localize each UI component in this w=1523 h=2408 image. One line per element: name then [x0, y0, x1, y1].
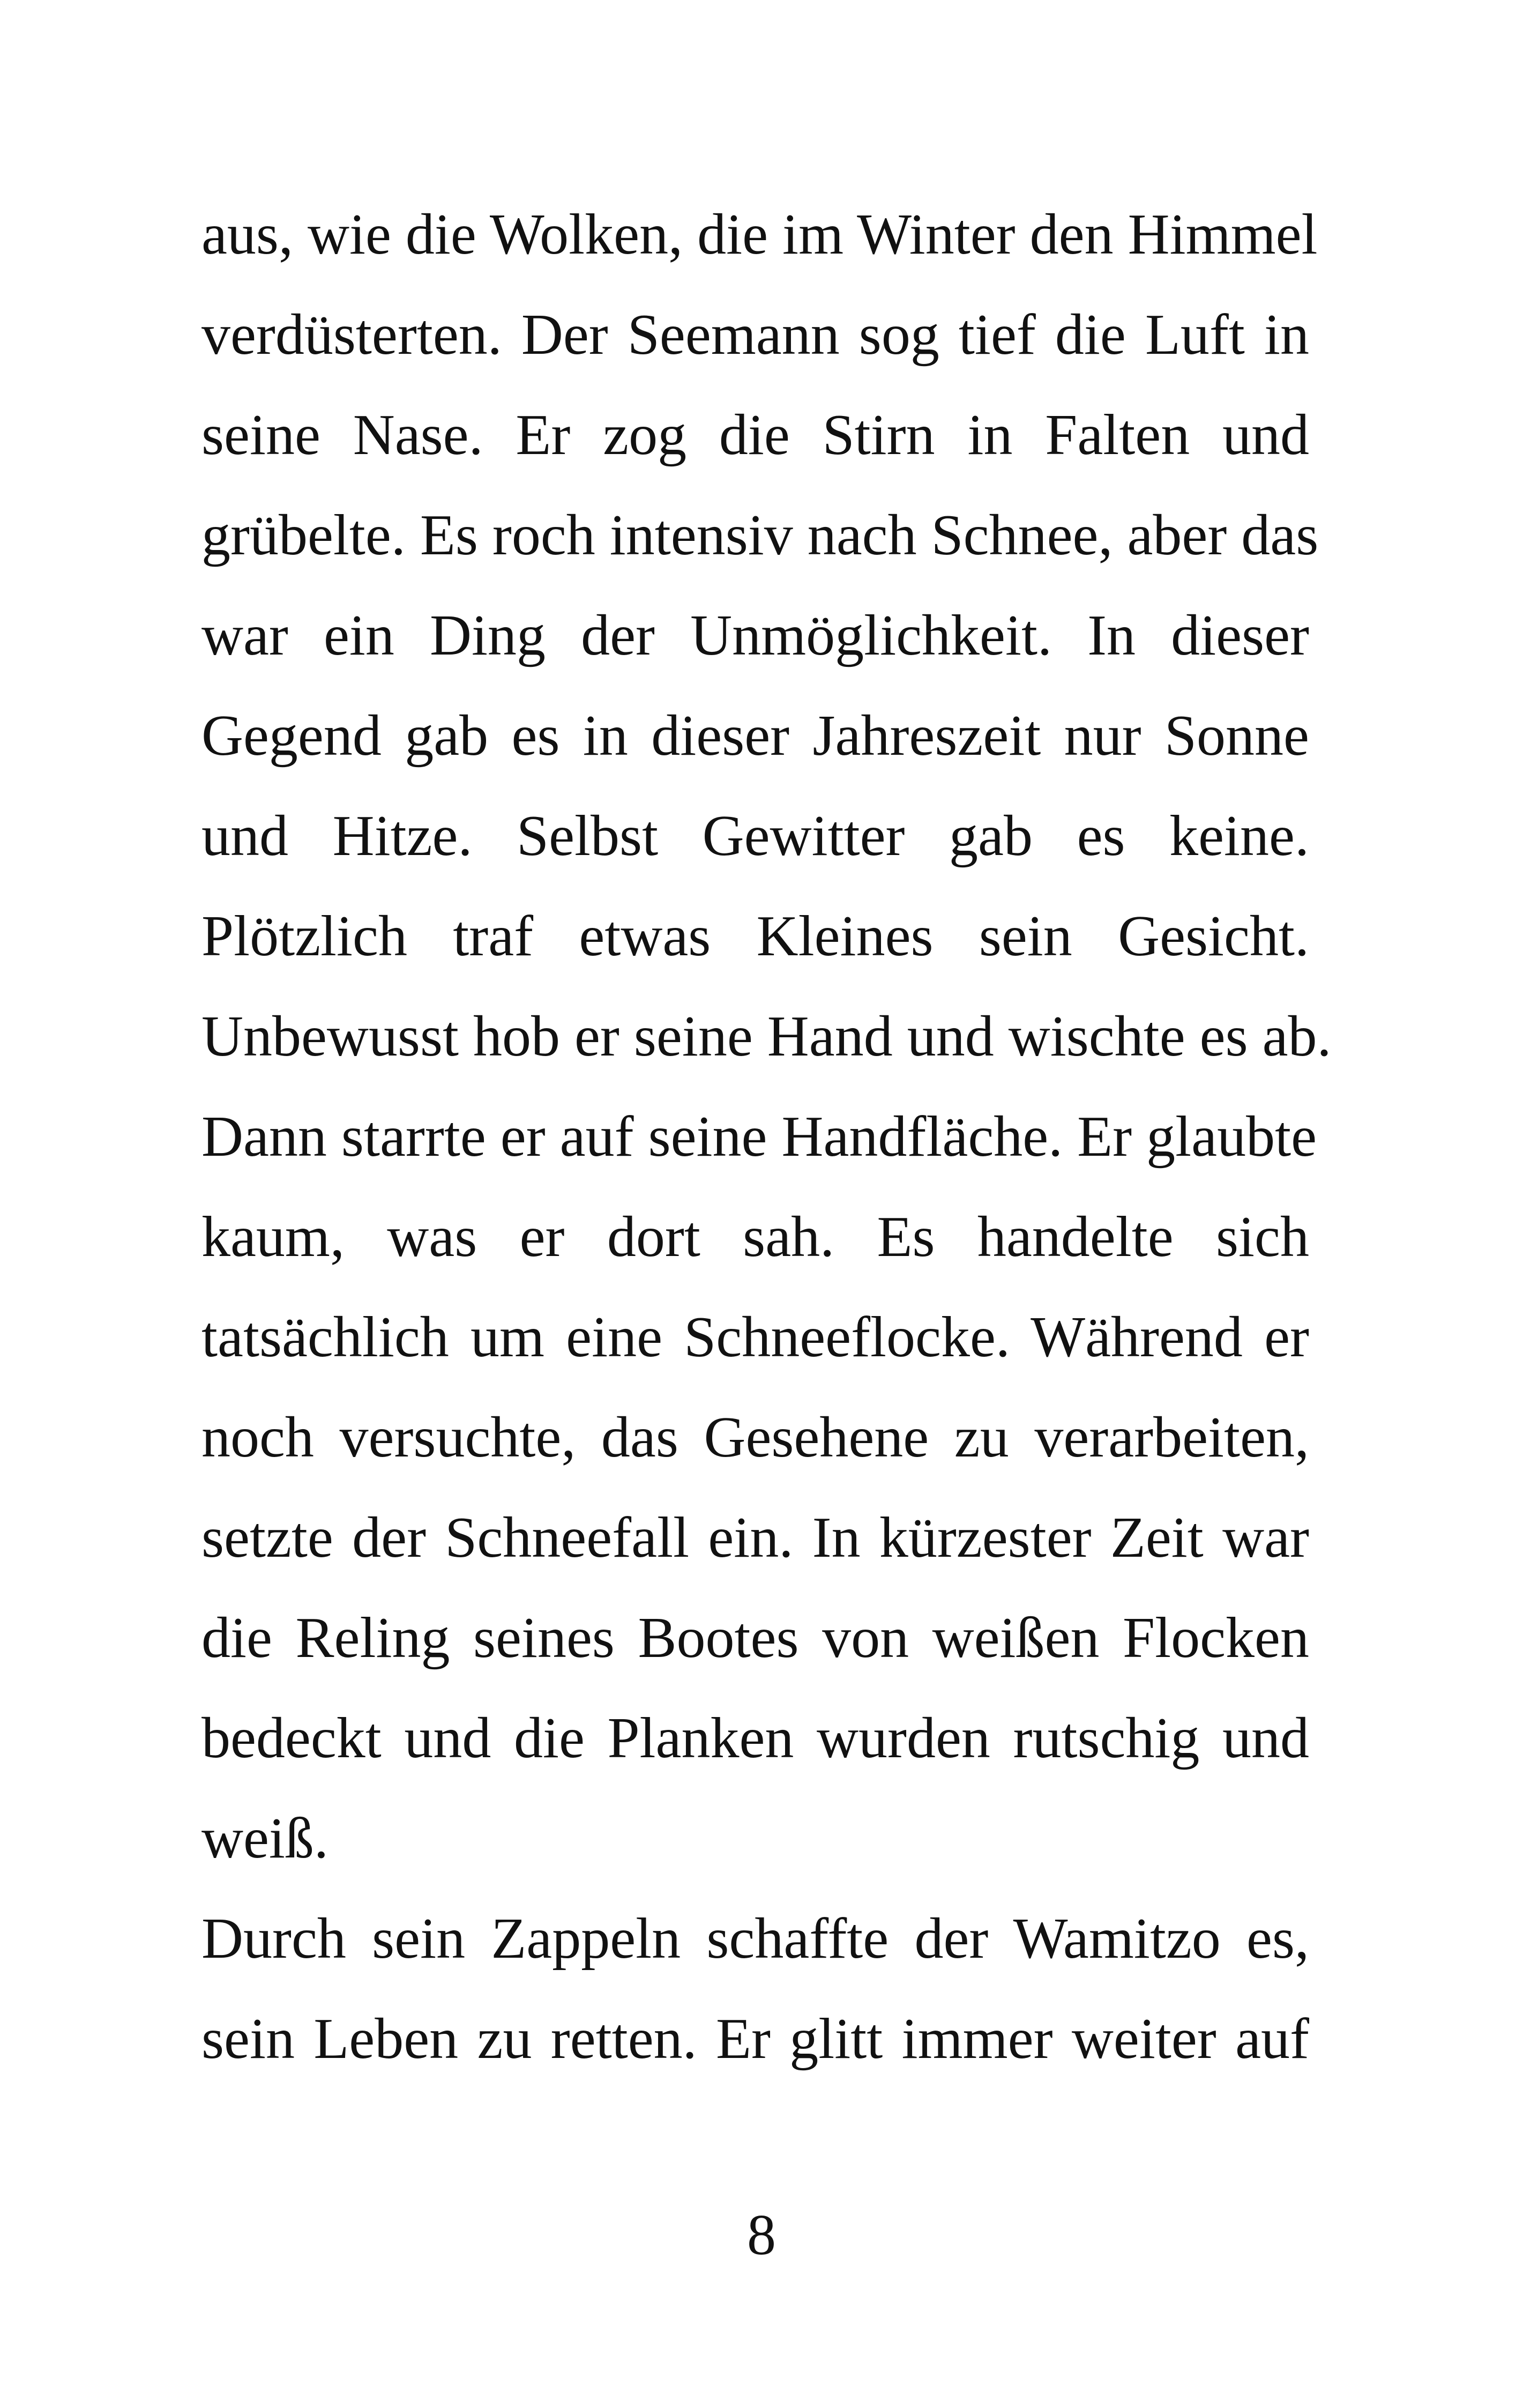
text-line: die Reling seines Bootes von weißen Flocken: [201, 1606, 1309, 1670]
text-line: verdüsterten. Der Seemann sog tief die Luft in: [201, 303, 1309, 367]
text-line: Durch sein Zappeln schaffte der Wamitzo es,: [201, 1907, 1309, 1971]
text-line: Unbewusst hob er seine Hand und wischte es ab.: [201, 1005, 1332, 1068]
text-line: tatsächlich um eine Schneeflocke. Während er: [201, 1305, 1309, 1369]
text-line: bedeckt und die Planken wurden rutschig und: [201, 1706, 1309, 1770]
text-line: grübelte. Es roch intensiv nach Schnee, aber das: [201, 503, 1319, 567]
paragraph-end-line: weiß.: [201, 1807, 329, 1870]
text-line: kaum, was er dort sah. Es handelte sich: [201, 1205, 1309, 1269]
text-line: Plötzlich traf etwas Kleines sein Gesicht.: [201, 904, 1309, 968]
text-line: aus, wie die Wolken, die im Winter den Himmel: [201, 203, 1318, 266]
text-line: war ein Ding der Unmöglichkeit. In dieser: [201, 604, 1309, 667]
text-line: noch versuchte, das Gesehene zu verarbeiten,: [201, 1406, 1309, 1469]
text-line: und Hitze. Selbst Gewitter gab es keine.: [201, 804, 1309, 868]
text-line: seine Nase. Er zog die Stirn in Falten und: [201, 403, 1309, 467]
body-text: [201, 184, 1332, 2089]
text-line: Gegend gab es in dieser Jahreszeit nur Sonne: [201, 704, 1309, 768]
text-line: Dann starrte er auf seine Handfläche. Er glaubte: [201, 1105, 1317, 1169]
page-number: 8: [747, 2203, 776, 2267]
text-line: setzte der Schneefall ein. In kürzester Zeit war: [201, 1506, 1309, 1570]
text-line: sein Leben zu retten. Er glitt immer weiter auf: [201, 2007, 1309, 2071]
